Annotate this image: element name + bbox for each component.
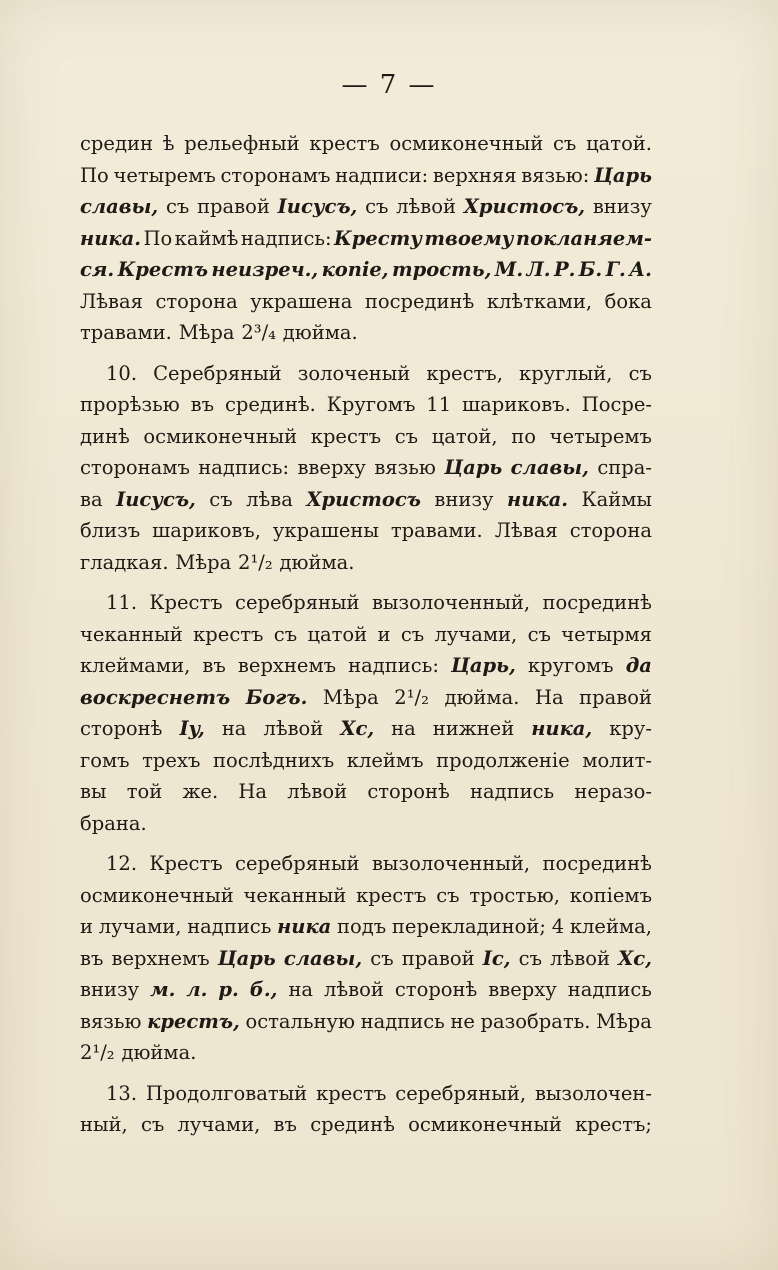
word: Мѣра	[178, 321, 235, 344]
word: гомъ	[80, 748, 130, 772]
word: Каймы	[581, 487, 652, 511]
word: крестъ	[316, 1081, 387, 1105]
word: Мѣра	[175, 550, 232, 574]
word: Лѣвая	[494, 519, 558, 542]
word: серебряный	[235, 852, 360, 875]
text-line	[80, 317, 652, 349]
text-line	[80, 911, 652, 943]
word: ѣ	[162, 132, 175, 155]
word: надпись:	[198, 456, 290, 479]
word: трехъ	[142, 748, 201, 772]
word: продолженiе	[436, 748, 570, 772]
italic-word: Ic,	[482, 946, 511, 970]
page-number: — 7 —	[341, 70, 437, 100]
paragraph	[80, 587, 652, 839]
word: вызолочен-	[534, 1081, 652, 1105]
italic-word: Б.	[578, 258, 603, 281]
word: крестъ;	[575, 1113, 652, 1136]
word: осмиконечный	[143, 424, 298, 448]
text-line	[80, 713, 652, 745]
text-line	[80, 547, 652, 579]
text-line	[80, 1109, 652, 1141]
word: шариковъ,	[152, 519, 261, 542]
word: Мѣра	[596, 1009, 652, 1033]
word: дюйма.	[282, 321, 358, 344]
word: ва	[80, 487, 103, 511]
word: сторона	[569, 519, 652, 542]
word: съ	[394, 424, 419, 448]
word: клейма,	[569, 915, 652, 938]
text-line	[80, 848, 652, 880]
word: рельефный	[184, 132, 300, 155]
word: 2³/₄	[241, 321, 276, 344]
text-line	[80, 1078, 652, 1110]
word: гладкая.	[80, 550, 169, 574]
word: надпись:	[348, 654, 439, 677]
word: посрединѣ	[364, 289, 475, 313]
word: лучами,	[98, 915, 182, 938]
word: въ	[273, 1113, 297, 1136]
text-line	[80, 389, 652, 421]
word: вязью	[374, 456, 436, 479]
word: съ	[365, 195, 389, 218]
word: сторонѣ	[394, 978, 478, 1001]
word: сторона	[155, 289, 238, 313]
word: крестъ	[193, 622, 264, 646]
text-line	[80, 943, 652, 975]
word: же.	[182, 780, 219, 803]
word: серебряный,	[395, 1081, 527, 1105]
word: внизу	[434, 487, 494, 511]
italic-word: Iисусъ,	[116, 487, 196, 511]
italic-word: Р.	[553, 258, 576, 281]
italic-word: л.	[186, 978, 208, 1001]
italic-word: Xc,	[618, 946, 652, 970]
word: На	[534, 685, 564, 709]
word: 10.	[106, 361, 138, 385]
word: лучами,	[434, 622, 518, 646]
word: осмиконечный	[389, 132, 544, 155]
word: По	[80, 163, 109, 187]
word: Крестъ	[149, 591, 223, 614]
word: 11	[426, 393, 452, 416]
paragraph	[80, 1078, 652, 1141]
italic-word: А.	[629, 258, 652, 281]
word: срединѣ	[310, 1113, 395, 1136]
word: съ	[140, 1113, 165, 1136]
word: украшены	[272, 519, 379, 542]
word: прорѣзью	[80, 393, 180, 416]
word: бока	[604, 289, 652, 313]
word: крестъ	[356, 883, 427, 907]
word: клеймъ	[346, 748, 424, 772]
word: съ	[518, 946, 542, 970]
word: вверху	[297, 456, 366, 479]
word: дюйма.	[121, 1041, 197, 1064]
word: лѣвой	[396, 195, 457, 218]
word: четырмя	[561, 622, 652, 646]
word: подъ	[337, 915, 387, 938]
italic-word: крестъ,	[147, 1009, 240, 1033]
paragraph	[80, 358, 652, 579]
word: молит-	[582, 748, 652, 772]
word: 11.	[106, 591, 138, 614]
word: съ	[628, 361, 652, 385]
word: крестъ	[309, 132, 380, 155]
text-line	[80, 452, 652, 484]
word: 2¹/₂	[80, 1041, 115, 1064]
word: вызолоченный,	[371, 591, 531, 614]
word: травами.	[80, 321, 172, 344]
word: 4	[551, 915, 565, 938]
word: верхняя	[432, 163, 517, 187]
italic-word: Iy,	[179, 717, 205, 740]
word: съ	[527, 622, 551, 646]
word: по	[511, 424, 536, 448]
word: съ	[273, 622, 298, 646]
word: на	[391, 717, 416, 740]
word: правой	[579, 685, 652, 709]
word: близъ	[80, 519, 141, 542]
word: въ	[202, 654, 226, 677]
word: дюйма.	[444, 685, 520, 709]
word: надпись	[360, 1009, 445, 1033]
word: клѣтками,	[486, 289, 593, 313]
word: Продолговатый	[145, 1081, 308, 1105]
word: посрединѣ	[542, 852, 652, 875]
word: лѣвой	[324, 978, 384, 1001]
word: надпись	[469, 780, 555, 803]
word: копiемъ	[569, 883, 652, 907]
word: чеканный	[80, 622, 183, 646]
text-line	[80, 682, 652, 714]
word: динѣ	[80, 424, 130, 448]
text-line	[80, 191, 652, 223]
word: вязью:	[521, 163, 590, 187]
word: вязью	[80, 1009, 142, 1033]
italic-word: Л.	[526, 258, 551, 281]
word: 13.	[106, 1081, 138, 1105]
word: той	[126, 780, 163, 803]
italic-word: Крестъ	[117, 258, 209, 281]
text-line	[80, 286, 652, 318]
italic-word: славы,	[283, 946, 363, 970]
word: кругомъ	[527, 654, 614, 677]
word: клеймами,	[80, 654, 191, 677]
text-line	[80, 880, 652, 912]
italic-word: Богъ.	[245, 685, 308, 709]
word: верхнемъ	[111, 946, 210, 970]
text-line	[80, 619, 652, 651]
word: надпись:	[240, 226, 332, 250]
word: осмиконечный	[408, 1113, 562, 1136]
word: травами.	[390, 519, 483, 542]
text-line	[80, 160, 652, 192]
word: надписи:	[335, 163, 429, 187]
italic-word: славы,	[80, 195, 159, 218]
word: не	[450, 1009, 475, 1033]
word: внизу	[592, 195, 652, 218]
word: надпись	[187, 915, 272, 938]
text-line	[80, 745, 652, 777]
text-line	[80, 515, 652, 547]
word: на	[221, 717, 247, 740]
italic-word: трость,	[391, 258, 492, 281]
word: вы	[80, 780, 107, 803]
italic-word: р.	[218, 978, 239, 1001]
italic-word: ника.	[507, 487, 569, 511]
text-line	[80, 1006, 652, 1038]
word: кру-	[609, 717, 652, 740]
page-text	[80, 128, 652, 1150]
word: шариковъ.	[462, 393, 571, 416]
italic-word: славы,	[510, 456, 589, 479]
word: крестъ,	[426, 361, 503, 385]
word: Посре-	[581, 393, 652, 416]
text-line	[80, 974, 652, 1006]
word: цатой.	[586, 132, 652, 155]
word: сторонѣ	[367, 780, 450, 803]
italic-word: Христосъ	[306, 487, 421, 511]
text-line	[80, 776, 652, 808]
word: съ	[370, 946, 394, 970]
word: посрединѣ	[542, 591, 652, 614]
word: остальную	[245, 1009, 355, 1033]
word: нижней	[432, 717, 515, 740]
word: украшена	[250, 289, 353, 313]
word: четыремъ	[549, 424, 652, 448]
word: осмиконечный	[80, 883, 234, 907]
word: дюйма.	[279, 550, 355, 574]
word: Лѣвая	[80, 289, 143, 313]
word: верхнемъ	[237, 654, 337, 677]
word: Крестъ	[149, 852, 223, 875]
word: брана.	[80, 811, 147, 835]
text-line	[80, 358, 652, 390]
italic-word: м.	[150, 978, 176, 1001]
italic-word: да	[625, 654, 652, 677]
word: съ	[209, 487, 233, 511]
word: цатой	[307, 622, 368, 646]
word: четыремъ	[113, 163, 216, 187]
word: въ	[190, 393, 215, 416]
italic-word: копiе,	[321, 258, 389, 281]
word: неразо-	[574, 780, 652, 803]
word: средин	[80, 132, 153, 155]
paragraph	[80, 848, 652, 1069]
word: цатой,	[431, 424, 498, 448]
word: разобрать.	[480, 1009, 591, 1033]
word: съ	[436, 883, 460, 907]
word: На	[238, 780, 268, 803]
italic-word: Царь	[594, 163, 652, 187]
word: лѣвой	[287, 780, 348, 803]
text-line	[80, 587, 652, 619]
italic-word: Xc,	[340, 717, 375, 740]
word: 2¹/₂	[238, 550, 273, 574]
word: перекладиной;	[391, 915, 546, 938]
italic-word: ника.	[80, 226, 142, 250]
italic-word: Царь,	[451, 654, 516, 677]
word: правой	[401, 946, 475, 970]
text-line	[80, 650, 652, 682]
word: надпись	[567, 978, 652, 1001]
word: лѣвой	[550, 946, 610, 970]
italic-word: ника	[277, 915, 332, 938]
word: крестъ	[310, 424, 382, 448]
word: сторонамъ	[80, 456, 190, 479]
text-line	[80, 254, 652, 286]
italic-word: Iисусъ,	[277, 195, 358, 218]
word: внизу	[80, 978, 140, 1001]
word: 12.	[106, 852, 138, 875]
italic-word: твоему	[424, 226, 514, 250]
word: Кругомъ	[326, 393, 416, 416]
text-line	[80, 484, 652, 516]
text-line	[80, 421, 652, 453]
italic-word: воскреснетъ	[80, 685, 231, 709]
word: чеканный	[243, 883, 347, 907]
text-line	[80, 1037, 652, 1069]
word: срединѣ.	[224, 393, 316, 416]
word: ный,	[80, 1113, 128, 1136]
italic-word: Г.	[605, 258, 626, 281]
text-line	[80, 128, 652, 160]
word: вызолоченный,	[371, 852, 531, 875]
paragraph	[80, 128, 652, 349]
italic-word: б.,	[249, 978, 278, 1001]
word: на	[288, 978, 314, 1001]
word: лучами,	[177, 1113, 261, 1136]
italic-word: Царь	[217, 946, 276, 970]
word: съ	[400, 622, 425, 646]
text-line	[80, 223, 652, 255]
word: лѣвой	[263, 717, 324, 740]
italic-word: ся.	[80, 258, 115, 281]
word: въ	[80, 946, 104, 970]
italic-word: ника,	[531, 717, 593, 740]
word: и	[377, 622, 391, 646]
word: и	[80, 915, 93, 938]
word: Серебряный	[153, 361, 282, 385]
word: круглый,	[519, 361, 613, 385]
italic-word: Царь	[444, 456, 503, 479]
word: По	[143, 226, 173, 250]
word: сторонамъ	[220, 163, 331, 187]
word: съ	[553, 132, 577, 155]
word: каймѣ	[174, 226, 239, 250]
word: спра-	[597, 456, 652, 479]
word: лѣва	[246, 487, 293, 511]
italic-word: Кресту	[334, 226, 422, 250]
word: Мѣра	[322, 685, 379, 709]
word: съ	[165, 195, 190, 218]
word: послѣднихъ	[212, 748, 335, 772]
italic-word: Христосъ,	[463, 195, 586, 218]
italic-word: неизреч.,	[211, 258, 319, 281]
italic-word: М.	[494, 258, 524, 281]
word: правой	[197, 195, 270, 218]
word: вверху	[488, 978, 557, 1001]
italic-word: покланяем-	[515, 226, 652, 250]
word: тростью,	[469, 883, 560, 907]
text-line	[80, 808, 652, 840]
word: сторонѣ	[80, 717, 163, 740]
word: серебряный	[235, 591, 360, 614]
word: золоченый	[297, 361, 411, 385]
word: 2¹/₂	[394, 685, 429, 709]
